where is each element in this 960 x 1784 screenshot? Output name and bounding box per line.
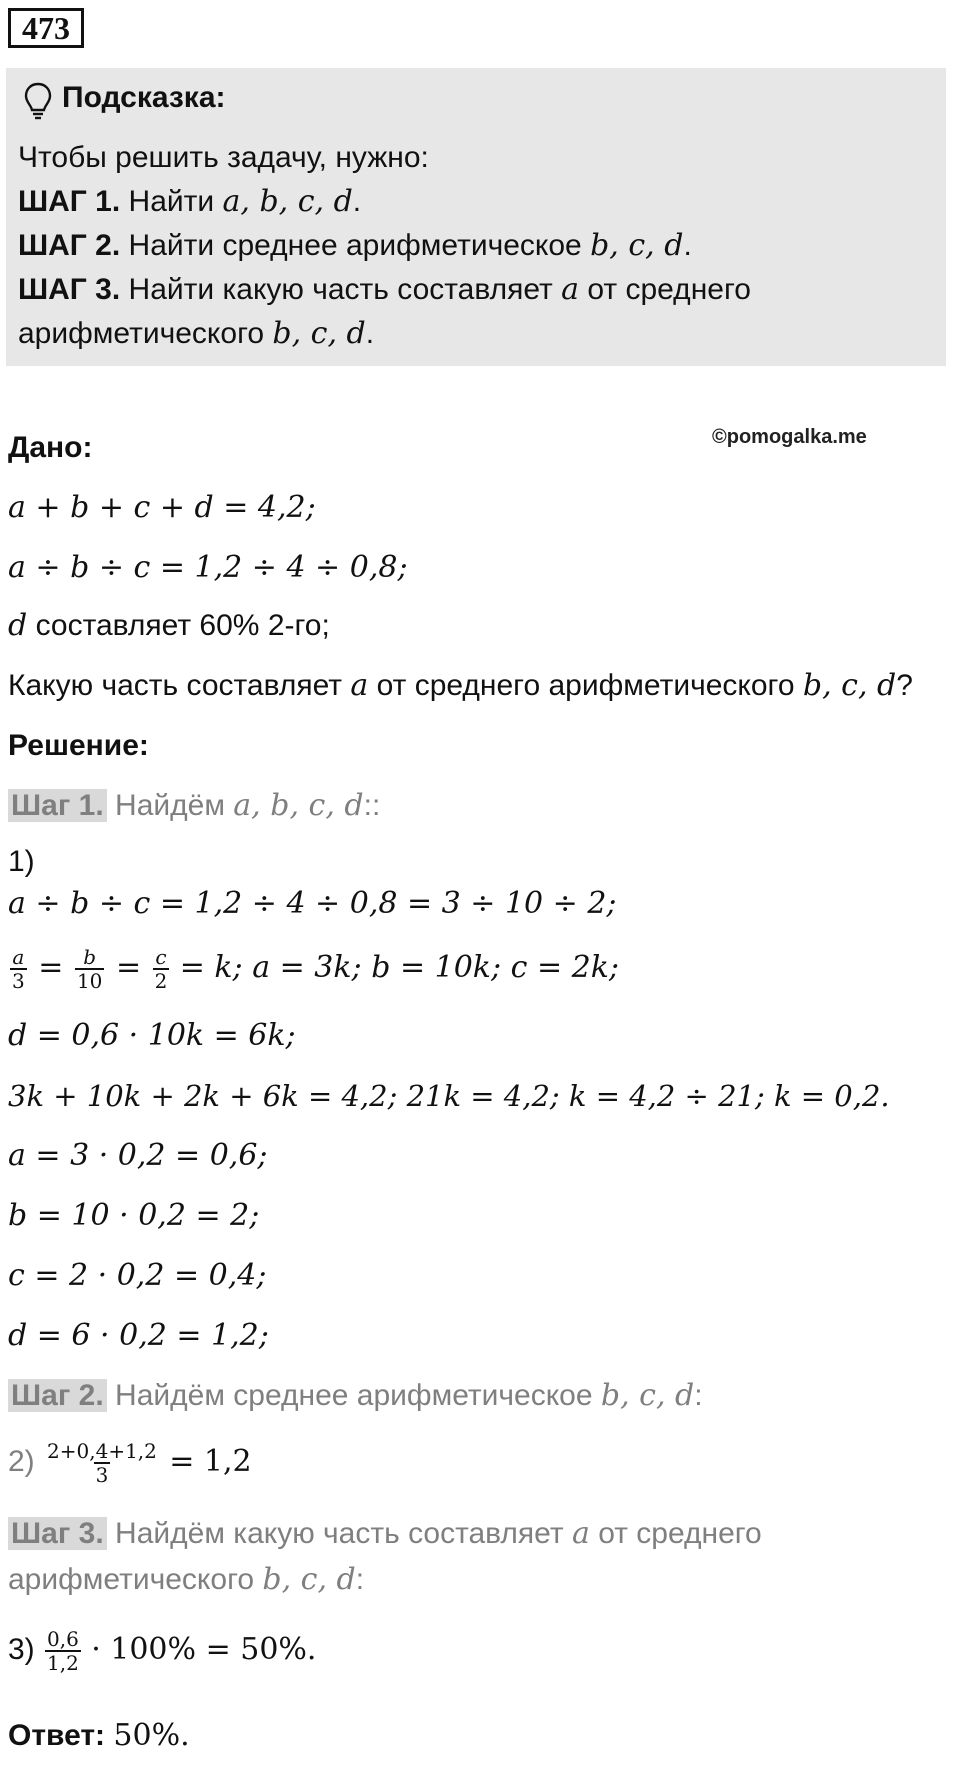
- step-label: Шаг 3.: [8, 1517, 107, 1550]
- hint-step-3: [18, 270, 751, 310]
- step-1-heading: [8, 786, 380, 826]
- item-2-label: 2): [8, 1445, 35, 1478]
- solution-title: Решение:: [8, 729, 149, 762]
- hint-step-end: .: [352, 185, 362, 218]
- question-end: ?: [896, 669, 913, 702]
- step-end: :: [694, 1379, 703, 1412]
- step-text: Найдём какую часть составляет: [115, 1517, 564, 1550]
- ratio-rest: = k; a = 3k; b = 10k; c = 2k;: [179, 950, 619, 985]
- hint-intro: Чтобы решить задачу, нужно:: [18, 141, 429, 174]
- question-mid: от среднего арифметического: [376, 669, 795, 702]
- solution-eq-d: d = 0,6 · 10k = 6k;: [8, 1018, 296, 1053]
- solution-d: d = 6 · 0,2 = 1,2;: [8, 1318, 269, 1353]
- step-3-heading-cont: [8, 1560, 364, 1600]
- step-text: Найдём: [115, 789, 225, 822]
- item-3-label: 3): [8, 1633, 35, 1666]
- fraction-denominator: 10: [76, 969, 103, 994]
- step-3-heading: [8, 1514, 762, 1554]
- hint-step-text: Найти: [128, 185, 215, 218]
- hint-cont-end: .: [365, 317, 375, 350]
- item-1-label: 1): [8, 845, 35, 878]
- question-vars: b, c, d: [802, 668, 897, 703]
- solution-eq-ratio: $\frac{a}{3}$ = $\frac{b}{10}$ = $\frac{c}{2}$ = k; a = 3k; b = 10k; c = 2k;: [12, 945, 619, 994]
- step-end: :: [355, 1563, 365, 1596]
- fraction: [45, 1628, 81, 1674]
- given-question: [8, 666, 913, 706]
- step-3-result: · 100% = 50%.: [91, 1632, 317, 1667]
- given-var: d: [8, 608, 28, 643]
- lightbulb-icon: [18, 80, 58, 120]
- watermark: ©pomogalka.me: [712, 426, 867, 448]
- hint-step-label: ШАГ 2.: [18, 229, 121, 262]
- fraction-denominator: 2: [154, 969, 168, 994]
- hint-title: Подсказка:: [62, 81, 226, 114]
- hint-step-math: a, b, c, d: [222, 184, 353, 219]
- answer-value: 50%.: [113, 1718, 190, 1753]
- given-eq-3: [8, 606, 330, 646]
- step-text: Найдём среднее арифметическое: [115, 1379, 593, 1412]
- fraction-denominator: 1,2: [47, 1651, 79, 1676]
- hint-step-math: a: [561, 272, 580, 307]
- fraction-numerator: a: [12, 945, 25, 970]
- fraction: [45, 1440, 159, 1486]
- step-text2: от среднего: [598, 1517, 762, 1550]
- hint-cont-math: b, c, d: [272, 316, 366, 351]
- hint-step-3-cont: [18, 314, 374, 354]
- step-math: b, c, d: [262, 1562, 356, 1597]
- fraction: [153, 946, 170, 992]
- step-label: Шаг 1.: [8, 789, 107, 822]
- fraction-numerator: b: [83, 945, 97, 970]
- given-eq-1: a + b + c + d = 4,2;: [8, 490, 316, 525]
- hint-step-2: [18, 226, 692, 266]
- step-2-heading: [8, 1376, 703, 1416]
- solution-step-2: [8, 1436, 252, 1488]
- fraction-denominator: 3: [95, 1463, 109, 1488]
- answer: [8, 1716, 190, 1756]
- fraction-numerator: 2+0,4+1,2: [47, 1439, 157, 1464]
- hint-step-text: Найти среднее арифметическое: [128, 229, 582, 262]
- hint-step-text2: от среднего: [587, 273, 751, 306]
- question-pre: Какую часть составляет: [8, 669, 343, 702]
- hint-step-label: ШАГ 1.: [18, 185, 121, 218]
- given-eq-2: a ÷ b ÷ c = 1,2 ÷ 4 ÷ 0,8;: [8, 550, 408, 585]
- solution-a: a = 3 · 0,2 = 0,6;: [8, 1138, 268, 1173]
- hint-step-text: Найти какую часть составляет: [128, 273, 553, 306]
- hint-cont-text: арифметического: [18, 317, 265, 350]
- step-math: b, c, d: [600, 1378, 695, 1413]
- fraction: [10, 946, 27, 992]
- fraction-numerator: 0,6: [47, 1627, 79, 1652]
- step-label: Шаг 2.: [8, 1379, 107, 1412]
- hint-step-label: ШАГ 3.: [18, 273, 121, 306]
- hint-step-math: b, c, d: [590, 228, 684, 263]
- solution-eq-k: 3k + 10k + 2k + 6k = 4,2; 21k = 4,2; k = 4,2 ÷ 21; k = 0,2.: [8, 1079, 890, 1113]
- given-title: Дано:: [8, 431, 93, 464]
- solution-step-3: [8, 1624, 316, 1676]
- given-text: составляет 60% 2-го;: [35, 609, 330, 642]
- question-var-a: a: [350, 668, 369, 703]
- solution-c: c = 2 · 0,2 = 0,4;: [8, 1258, 267, 1293]
- step-cont-text: арифметического: [8, 1563, 255, 1596]
- solution-b: b = 10 · 0,2 = 2;: [8, 1198, 260, 1233]
- step-math: a, b, c, d: [233, 788, 364, 823]
- step-2-result: = 1,2: [169, 1444, 252, 1479]
- answer-label: Ответ:: [8, 1719, 106, 1752]
- hint-box: [6, 68, 946, 366]
- step-var-a: a: [571, 1516, 590, 1551]
- fraction: [75, 946, 104, 992]
- hint-step-1: [18, 182, 361, 222]
- solution-eq-1: a ÷ b ÷ c = 1,2 ÷ 4 ÷ 0,8 = 3 ÷ 10 ÷ 2;: [8, 886, 617, 921]
- fraction-denominator: 3: [12, 969, 25, 994]
- fraction-numerator: c: [155, 945, 167, 970]
- step-end: ::: [363, 789, 381, 822]
- hint-step-end: .: [683, 229, 692, 262]
- problem-number: 473: [8, 8, 84, 48]
